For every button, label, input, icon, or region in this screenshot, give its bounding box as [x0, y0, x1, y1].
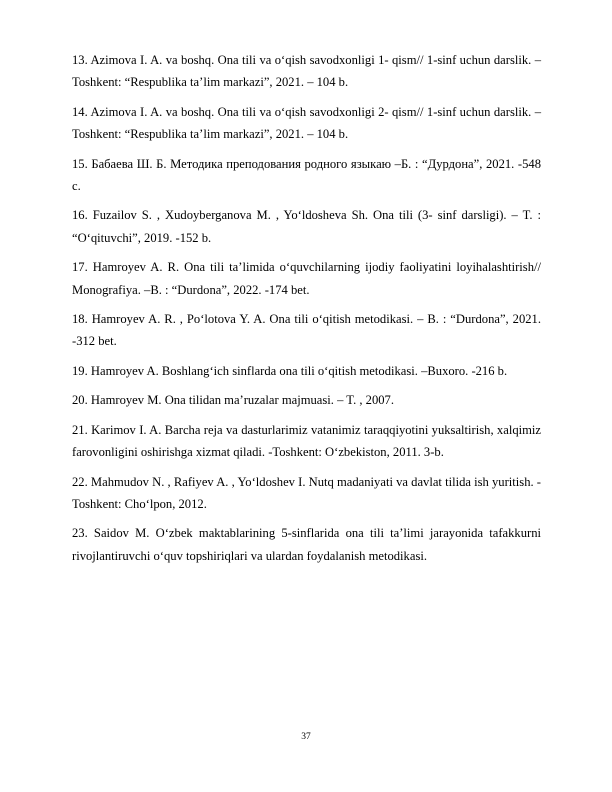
reference-list — [72, 49, 541, 574]
reference-item-19: 19. Hamroyev A. Boshlang‘ich sinflarda ona tili o‘qitish metodikasi. –Buxoro. -216 b. — [72, 363, 508, 378]
reference-item-23: 23. Saidov M. O‘zbek maktablarining 5-sinflarida ona tili ta’limi jarayonida tafakkurni rivojlantiruvchi o‘quv topshiriqlari va ulardan foydalanish metodikasi. — [72, 526, 541, 563]
reference-item-16: 16. Fuzailov S. , Xudoyberganova M. , Yo‘ldosheva Sh. Ona tili (3- sinf darsligi). – T. : “O‘qituvchi”, 2019. -152 b. — [72, 208, 541, 245]
reference-item-15: 15. Бабаева Ш. Б. Методика преподования родного языкаю –Б. : “Дурдона”, 2021. -548 с. — [72, 156, 541, 194]
reference-item-17: 17. Hamroyev A. R. Ona tili ta’limida o‘quvchilarning ijodiy faoliyatini loyihalashtirish// Monografiya. –B. : “Durdona”, 2022. -174 bet. — [72, 260, 541, 297]
reference-item-21: 21. Karimov I. A. Barcha reja va dasturlarimiz vatanimiz taraqqiyotini yuksaltirish, xalqimiz farovonligini oshirishga xizmat qiladi. -Toshkent: O‘zbekiston, 2011. 3-b. — [72, 422, 541, 460]
page-number: 37 — [301, 732, 311, 742]
reference-item-13: 13. Azimova I. A. va boshq. Ona tili va o‘qish savodxonligi 1- qism// 1-sinf uchun darslik. – Toshkent: “Respublika ta’lim markazi”, 2021. – 104 b. — [72, 53, 541, 90]
reference-item-18: 18. Hamroyev A. R. , Po‘lotova Y. A. Ona tili o‘qitish metodikasi. – B. : “Durdona”, 2021. -312 bet. — [72, 312, 541, 349]
reference-item-20: 20. Hamroyev M. Ona tilidan ma’ruzalar majmuasi. – T. , 2007. — [72, 393, 394, 408]
reference-item-14: 14. Azimova I. A. va boshq. Ona tili va o‘qish savodxonligi 2- qism// 1-sinf uchun darslik. – Toshkent: “Respublika ta’lim markazi”, 2021. – 104 b. — [72, 104, 541, 142]
reference-item-22: 22. Mahmudov N. , Rafiyev A. , Yo‘ldoshev I. Nutq madaniyati va davlat tilida ish yuritish. -Toshkent: Cho‘lpon, 2012. — [72, 474, 541, 511]
